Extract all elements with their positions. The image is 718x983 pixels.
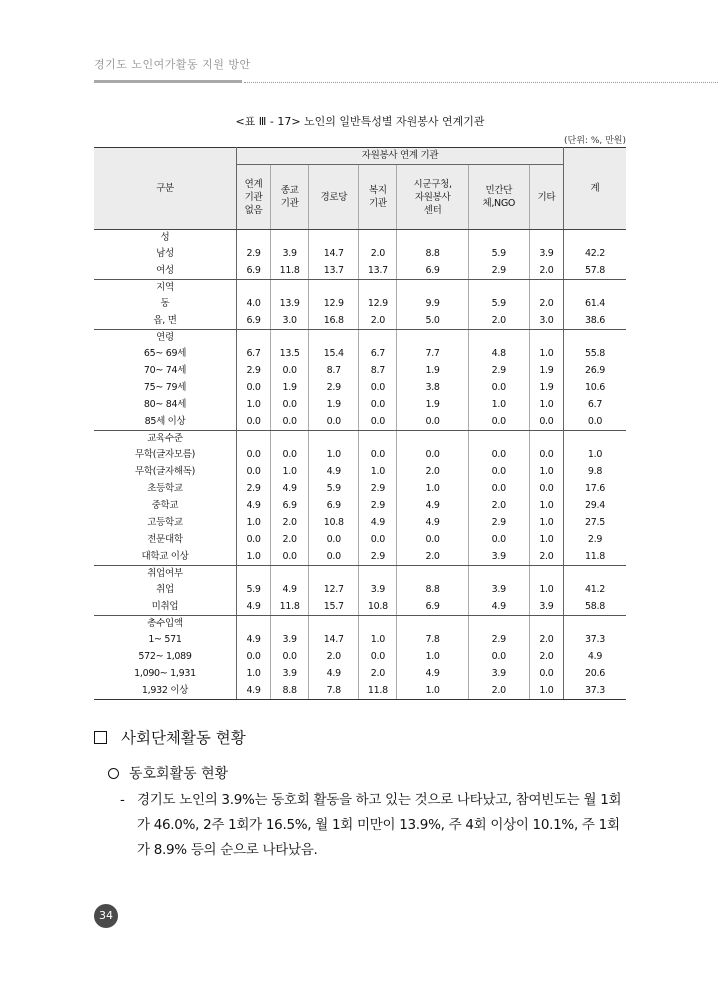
table-cell: 0.0 (237, 463, 271, 480)
table-cell: 13.7 (359, 262, 397, 280)
row-label: 여성 (94, 262, 237, 280)
table-row (94, 631, 626, 648)
header-rule (94, 80, 242, 83)
total-cell: 2.9 (564, 531, 627, 548)
table-cell: 0.0 (359, 413, 397, 431)
total-cell: 9.8 (564, 463, 627, 480)
total-cell: 4.9 (564, 648, 627, 665)
row-label: 남성 (94, 245, 237, 262)
table-cell: 2.9 (237, 245, 271, 262)
table-cell: 5.9 (468, 245, 529, 262)
row-label: 572~ 1,089 (94, 648, 237, 665)
table-cell: 16.8 (309, 312, 359, 330)
table-cell: 4.9 (237, 631, 271, 648)
table-row (94, 682, 626, 700)
table-row (94, 531, 626, 548)
table-cell: 1.0 (529, 345, 563, 362)
table-cell: 0.0 (309, 531, 359, 548)
table-cell: 2.0 (271, 531, 309, 548)
row-label: 초등학교 (94, 480, 237, 497)
table-cell: 2.0 (359, 245, 397, 262)
table-row (94, 396, 626, 413)
table-cell: 2.0 (309, 648, 359, 665)
table-cell: 2.9 (468, 514, 529, 531)
table-cell: 3.9 (271, 665, 309, 682)
table-cell: 1.9 (529, 379, 563, 396)
table-cell: 5.0 (397, 312, 468, 330)
table-cell: 6.7 (359, 345, 397, 362)
table-cell: 11.8 (359, 682, 397, 700)
table-cell: 2.0 (359, 312, 397, 330)
group-label: 지역 (94, 280, 237, 296)
dash-bullet: - (120, 792, 125, 808)
table-cell: 12.9 (359, 295, 397, 312)
total-cell: 1.0 (564, 446, 627, 463)
table-cell: 3.8 (397, 379, 468, 396)
row-label: 대학교 이상 (94, 548, 237, 566)
table-cell: 2.0 (529, 631, 563, 648)
table-cell: 3.9 (529, 245, 563, 262)
table-cell: 0.0 (271, 362, 309, 379)
table-cell: 2.9 (309, 379, 359, 396)
table-cell: 1.9 (397, 362, 468, 379)
header-dotted-line (244, 82, 718, 83)
table-cell: 14.7 (309, 631, 359, 648)
table-cell: 0.0 (237, 531, 271, 548)
table-cell: 1.0 (529, 581, 563, 598)
table-row (94, 446, 626, 463)
table-row (94, 497, 626, 514)
volunteer-agency-table (94, 147, 626, 700)
table-cell: 15.4 (309, 345, 359, 362)
table-cell: 2.0 (397, 548, 468, 566)
table-cell: 4.9 (237, 682, 271, 700)
row-label: 전문대학 (94, 531, 237, 548)
table-cell: 8.7 (359, 362, 397, 379)
column-header: 연계 기관 없음 (237, 165, 271, 230)
table-cell: 2.0 (359, 665, 397, 682)
table-cell: 8.8 (397, 245, 468, 262)
table-cell: 0.0 (271, 648, 309, 665)
table-cell: 13.9 (271, 295, 309, 312)
table-cell: 11.8 (271, 598, 309, 616)
table-cell: 1.0 (529, 682, 563, 700)
table-cell: 6.9 (397, 262, 468, 280)
table-cell: 2.0 (529, 262, 563, 280)
page-number: 34 (94, 904, 118, 928)
table-group-row (94, 330, 626, 346)
total-cell: 61.4 (564, 295, 627, 312)
table-row (94, 312, 626, 330)
table-row (94, 379, 626, 396)
table-cell: 8.7 (309, 362, 359, 379)
row-label: 1~ 571 (94, 631, 237, 648)
total-cell: 37.3 (564, 631, 627, 648)
table-cell: 0.0 (397, 446, 468, 463)
total-cell: 10.6 (564, 379, 627, 396)
group-label: 교육수준 (94, 431, 237, 447)
table-cell: 0.0 (271, 446, 309, 463)
table-cell: 5.9 (309, 480, 359, 497)
table-cell: 1.0 (237, 514, 271, 531)
table-cell: 15.7 (309, 598, 359, 616)
table-cell: 2.0 (529, 648, 563, 665)
table-cell: 0.0 (359, 446, 397, 463)
table-cell: 2.9 (359, 480, 397, 497)
table-cell: 2.9 (359, 497, 397, 514)
table-cell: 1.0 (309, 446, 359, 463)
row-label: 70~ 74세 (94, 362, 237, 379)
table-cell: 8.8 (271, 682, 309, 700)
table-row (94, 245, 626, 262)
column-header: 시군구청, 자원봉사 센터 (397, 165, 468, 230)
table-cell: 4.9 (309, 665, 359, 682)
table-cell: 0.0 (529, 665, 563, 682)
total-cell: 37.3 (564, 682, 627, 700)
table-cell: 1.9 (397, 396, 468, 413)
row-label: 1,932 이상 (94, 682, 237, 700)
table-row (94, 262, 626, 280)
table-group-row (94, 230, 626, 246)
table-unit: (단위: %, 만원) (564, 136, 626, 146)
row-label: 읍, 면 (94, 312, 237, 330)
table-cell: 1.0 (529, 463, 563, 480)
table-group-row (94, 566, 626, 582)
table-cell: 1.0 (271, 463, 309, 480)
table-cell: 12.7 (309, 581, 359, 598)
table-title: <표 Ⅲ - 17> 노인의 일반특성별 자원봉사 연계기관 (235, 115, 485, 128)
table-cell: 0.0 (359, 648, 397, 665)
table-cell: 2.0 (529, 548, 563, 566)
table-row (94, 362, 626, 379)
table-cell: 1.0 (359, 463, 397, 480)
table-cell: 9.9 (397, 295, 468, 312)
table-cell: 1.0 (529, 396, 563, 413)
table-cell: 2.0 (397, 463, 468, 480)
table-row (94, 548, 626, 566)
table-cell: 2.0 (468, 312, 529, 330)
row-label: 동 (94, 295, 237, 312)
total-cell: 6.7 (564, 396, 627, 413)
table-cell: 2.0 (468, 682, 529, 700)
table-cell: 4.9 (271, 480, 309, 497)
table-cell: 0.0 (359, 531, 397, 548)
total-cell: 42.2 (564, 245, 627, 262)
table-cell: 1.0 (529, 531, 563, 548)
section-title-text: 사회단체활동 현황 (121, 729, 246, 747)
table-group-row (94, 280, 626, 296)
table-cell: 4.9 (397, 665, 468, 682)
total-cell: 38.6 (564, 312, 627, 330)
sub-section-title (108, 763, 228, 783)
total-header: 계 (564, 148, 627, 230)
table-cell: 3.9 (271, 245, 309, 262)
row-label: 무학(글자모름) (94, 446, 237, 463)
table-cell: 4.9 (271, 581, 309, 598)
table-cell: 4.8 (468, 345, 529, 362)
row-label: 80~ 84세 (94, 396, 237, 413)
group-label: 연령 (94, 330, 237, 346)
row-label: 65~ 69세 (94, 345, 237, 362)
table-cell: 3.9 (359, 581, 397, 598)
row-label: 75~ 79세 (94, 379, 237, 396)
table-cell: 0.0 (271, 396, 309, 413)
table-cell: 1.0 (529, 497, 563, 514)
total-cell: 27.5 (564, 514, 627, 531)
row-label: 무학(글자해독) (94, 463, 237, 480)
table-row (94, 480, 626, 497)
table-cell: 0.0 (468, 463, 529, 480)
table-cell: 2.9 (468, 262, 529, 280)
table-cell: 4.9 (309, 463, 359, 480)
table-cell: 4.9 (237, 497, 271, 514)
table-cell: 6.9 (309, 497, 359, 514)
table-cell: 0.0 (271, 548, 309, 566)
row-label: 미취업 (94, 598, 237, 616)
table-row (94, 463, 626, 480)
square-bullet-icon (94, 731, 107, 744)
table-cell: 2.9 (237, 362, 271, 379)
table-cell: 7.8 (309, 682, 359, 700)
table-cell: 0.0 (309, 548, 359, 566)
table-cell: 0.0 (468, 413, 529, 431)
table-cell: 0.0 (237, 379, 271, 396)
table-cell: 3.0 (529, 312, 563, 330)
row-label: 1,090~ 1,931 (94, 665, 237, 682)
table-cell: 2.9 (359, 548, 397, 566)
table-cell: 6.7 (237, 345, 271, 362)
total-cell: 58.8 (564, 598, 627, 616)
table-cell: 3.9 (468, 548, 529, 566)
table-cell: 3.9 (529, 598, 563, 616)
column-header: 민간단 체,NGO (468, 165, 529, 230)
table-cell: 4.9 (359, 514, 397, 531)
table-cell: 1.0 (397, 682, 468, 700)
total-cell: 26.9 (564, 362, 627, 379)
total-cell: 11.8 (564, 548, 627, 566)
table-cell: 1.0 (237, 665, 271, 682)
row-label: 고등학교 (94, 514, 237, 531)
table-cell: 0.0 (468, 480, 529, 497)
table-cell: 6.9 (397, 598, 468, 616)
table-cell: 10.8 (309, 514, 359, 531)
table-cell: 0.0 (271, 413, 309, 431)
group-header: 자원봉사 연계 기관 (237, 148, 564, 165)
table-cell: 0.0 (468, 446, 529, 463)
table-group-row (94, 431, 626, 447)
table-cell: 0.0 (359, 379, 397, 396)
table-row (94, 514, 626, 531)
table-cell: 7.8 (397, 631, 468, 648)
table-cell: 12.9 (309, 295, 359, 312)
table-cell: 6.9 (237, 312, 271, 330)
table-cell: 1.0 (237, 396, 271, 413)
table-row (94, 648, 626, 665)
table-cell: 0.0 (309, 413, 359, 431)
table-cell: 11.8 (271, 262, 309, 280)
table-cell: 0.0 (468, 648, 529, 665)
table-cell: 4.9 (237, 598, 271, 616)
table-cell: 0.0 (468, 531, 529, 548)
column-header: 경로당 (309, 165, 359, 230)
total-cell: 0.0 (564, 413, 627, 431)
table-cell: 1.0 (397, 480, 468, 497)
table-row (94, 581, 626, 598)
circle-bullet-icon (108, 768, 119, 779)
table-cell: 1.0 (468, 396, 529, 413)
column-header: 복지 기관 (359, 165, 397, 230)
table-cell: 1.0 (359, 631, 397, 648)
table-row (94, 345, 626, 362)
table-cell: 14.7 (309, 245, 359, 262)
table-cell: 4.9 (468, 598, 529, 616)
table-row (94, 413, 626, 431)
total-cell: 55.8 (564, 345, 627, 362)
table-cell: 2.9 (237, 480, 271, 497)
table-cell: 0.0 (237, 413, 271, 431)
table-cell: 1.0 (529, 514, 563, 531)
table-cell: 2.0 (529, 295, 563, 312)
body-paragraph (120, 788, 630, 863)
group-label: 총수입액 (94, 616, 237, 632)
table-cell: 2.9 (468, 631, 529, 648)
table-cell: 5.9 (468, 295, 529, 312)
table-cell: 1.0 (237, 548, 271, 566)
row-label: 85세 이상 (94, 413, 237, 431)
table-cell: 3.0 (271, 312, 309, 330)
table-cell: 0.0 (359, 396, 397, 413)
table-cell: 4.9 (397, 497, 468, 514)
table-cell: 0.0 (237, 446, 271, 463)
sub-section-title-text: 동호회활동 현황 (129, 766, 229, 782)
table-row (94, 295, 626, 312)
total-cell: 17.6 (564, 480, 627, 497)
section-title (94, 726, 246, 748)
column-header: 종교 기관 (271, 165, 309, 230)
group-label: 성 (94, 230, 237, 246)
table-cell: 6.9 (237, 262, 271, 280)
table-cell: 7.7 (397, 345, 468, 362)
total-cell: 20.6 (564, 665, 627, 682)
table-group-row (94, 616, 626, 632)
table-row (94, 665, 626, 682)
group-label: 취업여부 (94, 566, 237, 582)
column-header: 기타 (529, 165, 563, 230)
table-cell: 8.8 (397, 581, 468, 598)
table-cell: 0.0 (529, 446, 563, 463)
table-cell: 2.9 (468, 362, 529, 379)
table-cell: 10.8 (359, 598, 397, 616)
table-cell: 0.0 (237, 648, 271, 665)
table-cell: 0.0 (397, 531, 468, 548)
row-header: 구분 (94, 148, 237, 230)
total-cell: 57.8 (564, 262, 627, 280)
table-cell: 0.0 (529, 480, 563, 497)
total-cell: 29.4 (564, 497, 627, 514)
table-cell: 3.9 (468, 665, 529, 682)
table-cell: 2.0 (271, 514, 309, 531)
table-cell: 1.9 (529, 362, 563, 379)
table-cell: 1.9 (309, 396, 359, 413)
table-cell: 0.0 (397, 413, 468, 431)
table-row (94, 598, 626, 616)
table-cell: 0.0 (468, 379, 529, 396)
table-cell: 4.9 (397, 514, 468, 531)
running-header: 경기도 노인여가활동 지원 방안 (94, 58, 251, 71)
table-cell: 4.0 (237, 295, 271, 312)
table-cell: 13.7 (309, 262, 359, 280)
table-cell: 5.9 (237, 581, 271, 598)
total-cell: 41.2 (564, 581, 627, 598)
table-cell: 13.5 (271, 345, 309, 362)
table-cell: 1.0 (397, 648, 468, 665)
table-cell: 0.0 (529, 413, 563, 431)
table-cell: 3.9 (468, 581, 529, 598)
row-label: 취업 (94, 581, 237, 598)
table-cell: 2.0 (468, 497, 529, 514)
table-cell: 6.9 (271, 497, 309, 514)
table-cell: 3.9 (271, 631, 309, 648)
paragraph-text: 경기도 노인의 3.9%는 동호회 활동을 하고 있는 것으로 나타났고, 참여빈도는 월 1회가 46.0%, 2주 1회가 16.5%, 월 1회 미만이 13.9%, 주 4회 이상이 10.1%, 주 1회가 8.9% 등의 순으로 나타났음. (137, 792, 622, 858)
row-label: 중학교 (94, 497, 237, 514)
table-cell: 1.9 (271, 379, 309, 396)
